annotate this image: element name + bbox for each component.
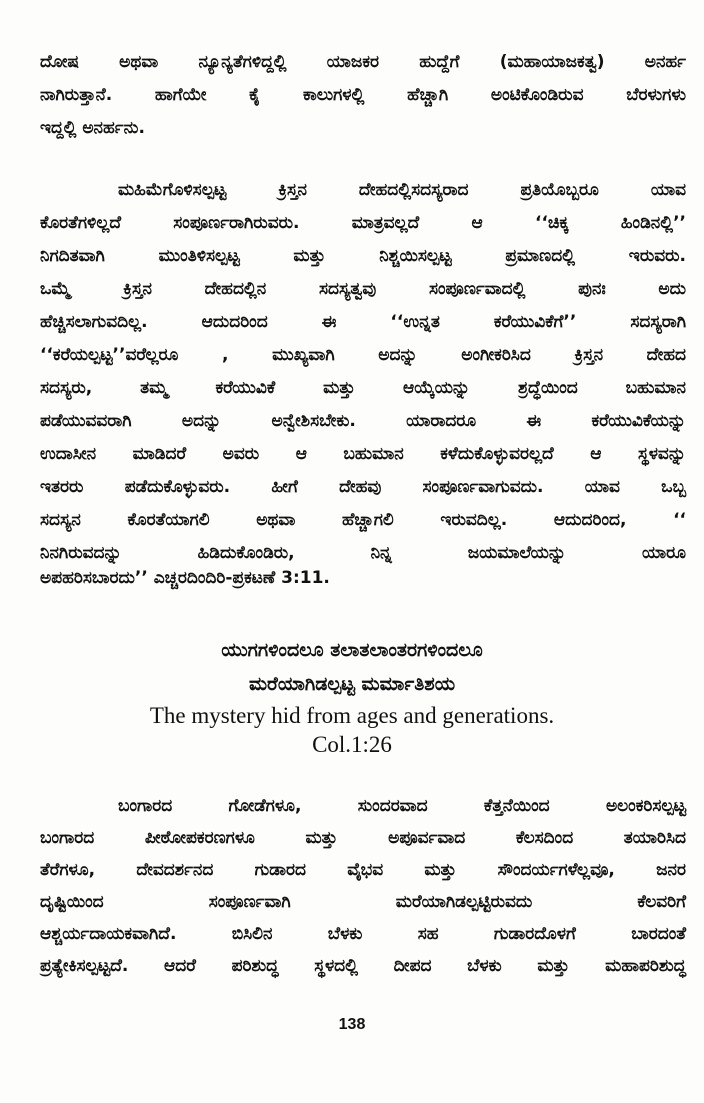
text-line: ಬಂಗಾರದ ಪೀಠೋಪಕರಣಗಳೂ ಮತ್ತು ಅಪೂರ್ವವಾದ ಕೆಲಸದಿಂದ ತಯಾರಿಸಿದ bbox=[40, 828, 686, 848]
text-line: ಇದ್ದಲ್ಲಿ ಅನರ್ಹನು. bbox=[40, 118, 145, 138]
text-line: ಪ್ರತ್ಯೇಕಿಸಲ್ಪಟ್ಟದೆ. ಆದರೆ ಪರಿಶುದ್ಧ ಸ್ಥಳದಲ್ಲಿ ದೀಪದ ಬೆಳಕು ಮತ್ತು ಮಹಾಪರಿಶುದ್ಧ bbox=[40, 956, 686, 976]
heading-kannada-line-1: ಯುಗಗಳಿಂದಲೂ ತಲಾತಲಾಂತರಗಳಿಂದಲೂ bbox=[221, 639, 483, 661]
text-line: ಉದಾಸೀನ ಮಾಡಿದರೆ ಅವರು ಆ ಬಹುಮಾನ ಕಳೆದುಕೊಳ್ಳುವರಲ್ಲದೆ ಆ ಸ್ಥಳವನ್ನು bbox=[40, 444, 686, 464]
text-line: ನಿಗದಿತವಾಗಿ ಮುಂತಿಳಿಸಲ್ಪಟ್ಟ ಮತ್ತು ನಿಶ್ಚಯಿಸಲ್ಪಟ್ಟ ಪ್ರಮಾಣದಲ್ಲಿ ಇರುವರು. bbox=[40, 246, 686, 266]
page-number: 138 bbox=[338, 1016, 366, 1033]
text-line: ದೋಷ ಅಥವಾ ನ್ಯೂನ್ಯತೆಗಳಿದ್ದಲ್ಲಿ ಯಾಜಕರ ಹುದ್ದೆಗೆ (ಮಹಾಯಾಜಕತ್ವ) ಅನರ್ಹ bbox=[40, 52, 686, 72]
text-line: ಬಂಗಾರದ ಗೋಡೆಗಳೂ, ಸುಂದರವಾದ ಕೆತ್ತನೆಯಿಂದ ಅಲಂಕರಿಸಲ್ಪಟ್ಟ bbox=[118, 796, 686, 816]
text-line: ಸದಸ್ಯನ ಕೊರತೆಯಾಗಲಿ ಅಥವಾ ಹೆಚ್ಚಾಗಲಿ ಇರುವದಿಲ್ಲ. ಆದುದರಿಂದ, ‘‘ bbox=[40, 510, 686, 530]
text-line: ಮಹಿಮೆಗೊಳಿಸಲ್ಪಟ್ಟ ಕ್ರಿಸ್ತನ ದೇಹದಲ್ಲಿಸದಸ್ಯರಾದ ಪ್ರತಿಯೊಬ್ಬರೂ ಯಾವ bbox=[118, 180, 686, 200]
heading-english: The mystery hid from ages and generations. bbox=[149, 703, 555, 728]
text-line: ದೃಷ್ಟಿಯಿಂದ ಸಂಪೂರ್ಣವಾಗಿ ಮರೆಯಾಗಿಡಲ್ಪಟ್ಟಿರುವದು ಕೆಲವರಿಗೆ bbox=[40, 892, 686, 912]
text-line: ಹೆಚ್ಚಿಸಲಾಗುವದಿಲ್ಲ. ಆದುದರಿಂದ ಈ ‘‘ಉನ್ನತ ಕರೆಯುವಿಕೆಗೆ’’ ಸದಸ್ಯರಾಗಿ bbox=[40, 312, 686, 332]
text-line: ಸದಸ್ಯರು, ತಮ್ಮ ಕರೆಯುವಿಕೆ ಮತ್ತು ಆಯ್ಕೆಯನ್ನು ಶ್ರದ್ಧೆಯಿಂದ ಬಹುಮಾನ bbox=[40, 378, 686, 398]
text-line: ತೆರೆಗಳೂ, ದೇವದರ್ಶನದ ಗುಡಾರದ ವೈಭವ ಮತ್ತು ಸೌಂದರ್ಯಗಳೆಲ್ಲವೂ, ಜನರ bbox=[40, 860, 686, 880]
text-line: ಕೊರತೆಗಳಿಲ್ಲದೆ ಸಂಪೂರ್ಣರಾಗಿರುವರು. ಮಾತ್ರವಲ್ಲದೆ ಆ ‘‘ಚಿಕ್ಕ ಹಿಂಡಿನಲ್ಲಿ’’ bbox=[40, 213, 686, 233]
heading-reference: Col.1:26 bbox=[312, 732, 392, 757]
text-line: ಒಮ್ಮೆ ಕ್ರಿಸ್ತನ ದೇಹದಲ್ಲಿನ ಸದಸ್ಯತ್ವವು ಸಂಪೂರ್ಣವಾದಲ್ಲಿ ಪುನಃ ಅದು bbox=[40, 279, 686, 299]
text-line: ‘‘ಕರೆಯಲ್ಪಟ್ಟ’’ವರೆಲ್ಲರೂ , ಮುಖ್ಯವಾಗಿ ಅದನ್ನು ಅಂಗೀಕರಿಸಿದ ಕ್ರಿಸ್ತನ ದೇಹದ bbox=[40, 345, 686, 365]
text-line: ನಿನಗಿರುವದನ್ನು ಹಿಡಿದುಕೊಂಡಿರು, ನಿನ್ನ ಜಯಮಾಲೆಯನ್ನು ಯಾರೂ bbox=[40, 543, 686, 563]
text-line: ಪಡೆಯುವವರಾಗಿ ಅದನ್ನು ಅನ್ವೇಶಿಸಬೇಕು. ಯಾರಾದರೂ ಈ ಕರೆಯುವಿಕೆಯನ್ನು bbox=[40, 411, 686, 431]
text-line: ನಾಗಿರುತ್ತಾನೆ. ಹಾಗೆಯೇ ಕೈ ಕಾಲುಗಳಲ್ಲಿ ಹೆಚ್ಚಾಗಿ ಅಂಟಿಕೊಂಡಿರುವ ಬೆರಳುಗಳು bbox=[40, 85, 686, 105]
text-line: ಆಶ್ಚರ್ಯದಾಯಕವಾಗಿದೆ. ಬಿಸಿಲಿನ ಬೆಳಕು ಸಹ ಗುಡಾರದೊಳಗೆ ಬಾರದಂತೆ bbox=[40, 924, 686, 944]
text-line: ಇತರರು ಪಡೆದುಕೊಳ್ಳುವರು. ಹೀಗೆ ದೇಹವು ಸಂಪೂರ್ಣವಾಗುವದು. ಯಾವ ಒಬ್ಬ bbox=[40, 477, 686, 497]
text-line: ಅಪಹರಿಸಬಾರದು’’ ಎಚ್ಚರದಿಂದಿರಿ-ಪ್ರಕಟಣೆ 3:11. bbox=[40, 568, 330, 588]
heading-kannada-line-2: ಮರೆಯಾಗಿಡಲ್ಪಟ್ಟ ಮರ್ಮಾತಿಶಯ bbox=[248, 673, 456, 695]
